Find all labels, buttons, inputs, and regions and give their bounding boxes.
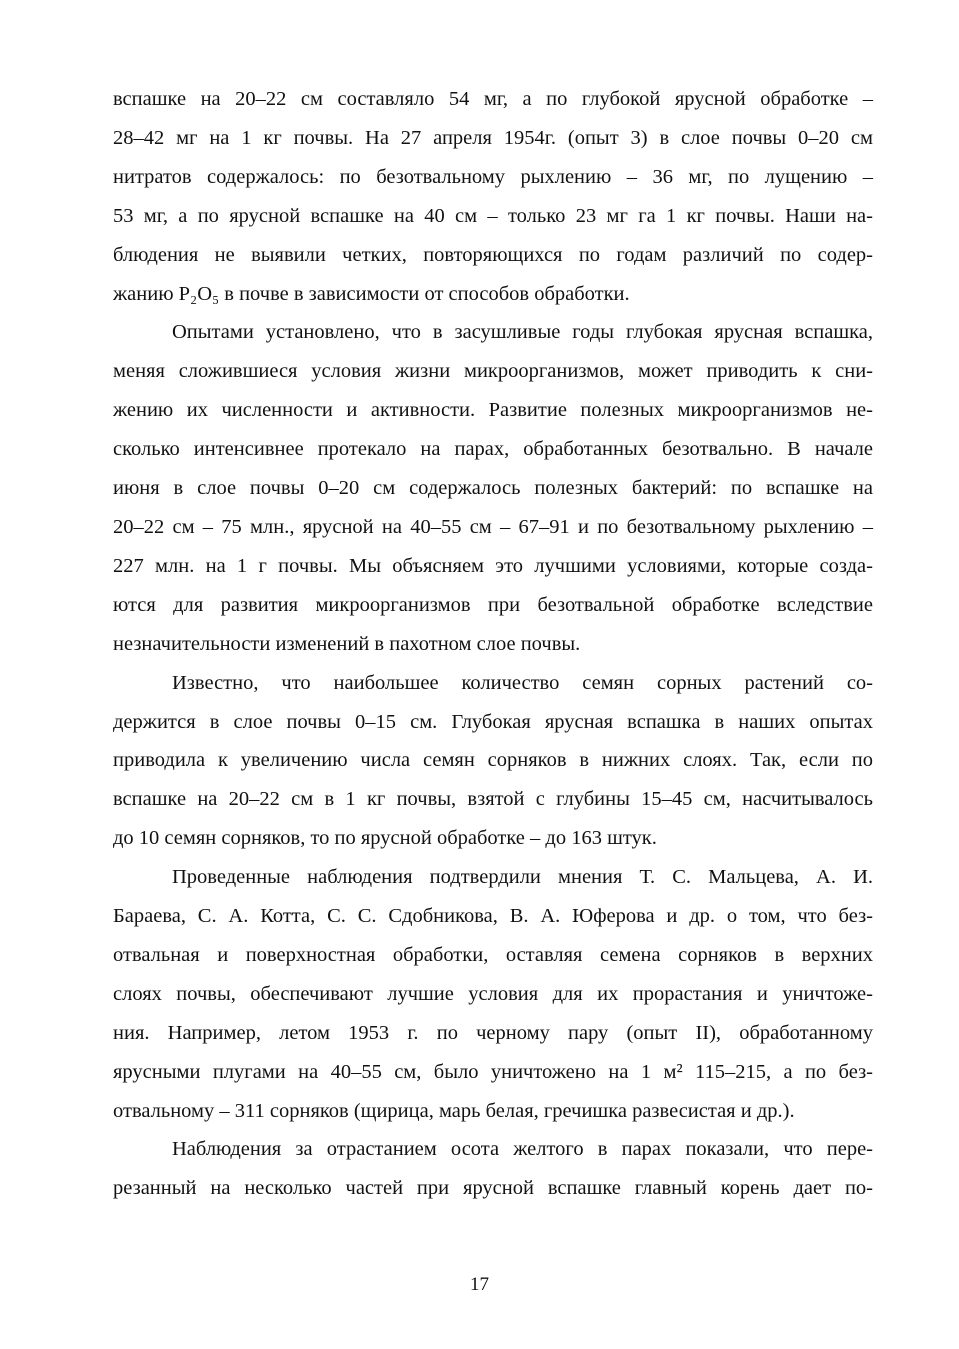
page-number: 17 bbox=[470, 1274, 489, 1295]
paragraph-2 bbox=[113, 313, 873, 663]
text-line: Бараева, С. А. Котта, С. С. Сдобникова, В. А. Юферова и др. о том, что без- bbox=[113, 905, 873, 928]
text-line: Известно, что наибольшее количество семян сорных растений со- bbox=[172, 671, 873, 694]
text-line: Проведенные наблюдения подтвердили мнения Т. С. Мальцева, А. И. bbox=[172, 866, 873, 889]
text-line: слоях почвы, обеспечивают лучшие условия для их прорастания и уничтоже- bbox=[113, 982, 873, 1005]
paragraph-5 bbox=[113, 1130, 873, 1208]
text-line: вспашке на 20–22 см в 1 кг почвы, взятой с глубины 15–45 см, насчитывалось bbox=[113, 788, 873, 811]
text-line: ния. Например, летом 1953 г. по черному пару (опыт II), обработанному bbox=[113, 1021, 873, 1044]
paragraph-4 bbox=[113, 858, 873, 1130]
text-line: ярусными плугами на 40–55 см, было уничтожено на 1 м² 115–215, а по без- bbox=[113, 1060, 873, 1083]
text-line: 28–42 мг на 1 кг почвы. На 27 апреля 1954г. (опыт 3) в слое почвы 0–20 см bbox=[113, 126, 873, 149]
text-line: ются для развития микроорганизмов при безотвальной обработке вследствие bbox=[113, 593, 873, 616]
text-line: приводила к увеличению числа семян сорняков в нижних слоях. Так, если по bbox=[113, 749, 873, 772]
text-line: жанию P₂O₅ в почве в зависимости от способов обработки. bbox=[113, 282, 630, 305]
text-line: отвальная и поверхностная обработки, оставляя семена сорняков в верхних bbox=[113, 943, 873, 966]
paragraph-3 bbox=[113, 664, 873, 859]
text-line: резанный на несколько частей при ярусной вспашке главный корень дает по- bbox=[113, 1177, 873, 1200]
body-text bbox=[113, 80, 873, 1208]
text-line: незначительности изменений в пахотном слое почвы. bbox=[113, 632, 581, 655]
text-line: вспашке на 20–22 см составляло 54 мг, а по глубокой ярусной обработке – bbox=[113, 88, 873, 110]
text-line: отвальному – 311 сорняков (щирица, марь белая, гречишка развесистая и др.). bbox=[113, 1099, 795, 1122]
text-line: Наблюдения за отрастанием осота желтого в парах показали, что пере- bbox=[172, 1138, 873, 1161]
text-line: Опытами установлено, что в засушливые годы глубокая ярусная вспашка, bbox=[172, 321, 873, 344]
text-line: держится в слое почвы 0–15 см. Глубокая ярусная вспашка в наших опытах bbox=[113, 710, 873, 733]
text-line: сколько интенсивнее протекало на парах, обработанных безотвально. В начале bbox=[113, 438, 873, 461]
text-line: июня в слое почвы 0–20 см содержалось полезных бактерий: по вспашке на bbox=[113, 477, 873, 500]
text-line: до 10 семян сорняков, то по ярусной обработке – до 163 штук. bbox=[113, 827, 657, 850]
text-line: блюдения не выявили четких, повторяющихся по годам различий по содер- bbox=[113, 243, 873, 266]
text-line: 20–22 см – 75 млн., ярусной на 40–55 см – 67–91 и по безотвальному рыхлению – bbox=[113, 515, 873, 538]
text-line: меняя сложившиеся условия жизни микроорганизмов, может приводить к сни- bbox=[113, 360, 873, 383]
paragraph-1 bbox=[113, 80, 873, 313]
text-line: нитратов содержалось: по безотвальному рыхлению – 36 мг, по лущению – bbox=[113, 165, 873, 188]
text-line: 227 млн. на 1 г почвы. Мы объясняем это лучшими условиями, которые созда- bbox=[113, 554, 873, 577]
text-line: 53 мг, а по ярусной вспашке на 40 см – только 23 мг га 1 кг почвы. Наши на- bbox=[113, 204, 873, 227]
text-line: жению их численности и активности. Развитие полезных микроорганизмов не- bbox=[113, 399, 873, 422]
